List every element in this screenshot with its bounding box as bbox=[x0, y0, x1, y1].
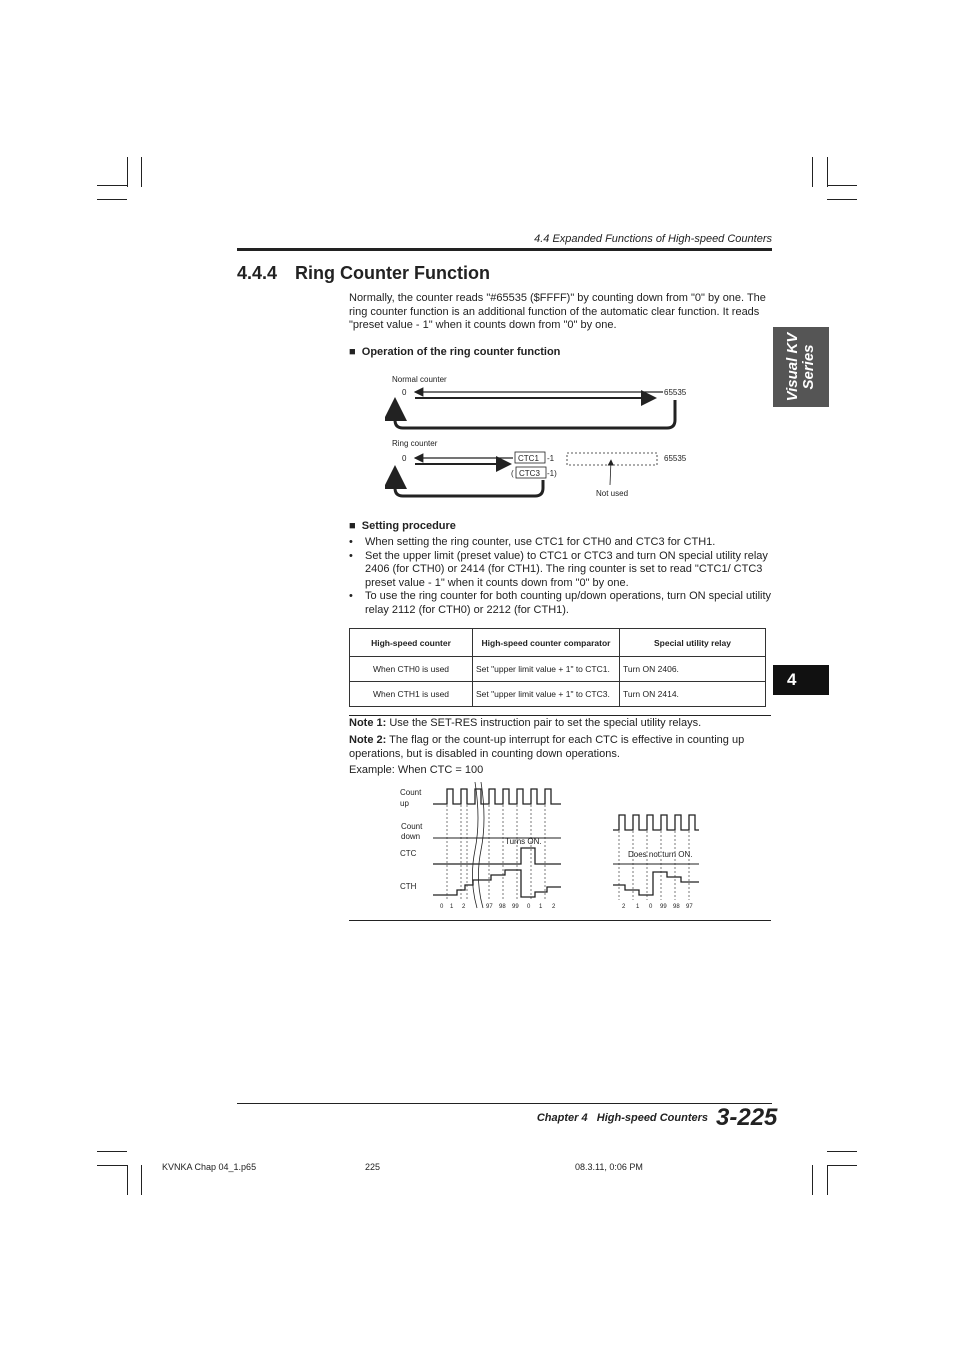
series-tab-text bbox=[773, 327, 829, 407]
tick-label: 1 bbox=[539, 904, 543, 910]
footer-timestamp: 08.3.11, 0:06 PM bbox=[575, 1162, 643, 1172]
setting-heading bbox=[349, 520, 456, 534]
list-item: • To use the ring counter for both counting up/down operations, turn ON special utility relay 2112 (for CTH0) or 2212 (for CTH1). bbox=[349, 590, 771, 617]
ring-zero-label: 0 bbox=[402, 454, 407, 463]
ctc1-label: CTC1 bbox=[518, 454, 539, 463]
tick-label: 98 bbox=[673, 904, 680, 910]
ctc3-minus-one: -1) bbox=[547, 469, 557, 478]
chapter-tab bbox=[773, 665, 829, 695]
cth-staircase bbox=[433, 870, 561, 897]
tick-label: 0 bbox=[649, 904, 653, 910]
note-2 bbox=[349, 734, 771, 761]
section-number: 4.4.4 bbox=[237, 263, 278, 283]
crop-mark bbox=[127, 1165, 128, 1195]
chapter-tab-number: 4 bbox=[787, 670, 797, 689]
intro-paragraph: Normally, the counter reads "#65535 ($FFFF)" by counting down from "0" by one. The ring counter function is an additional function of the automatic clear function. It reads "preset value - 1" when it counts down from "0" by one. bbox=[349, 292, 766, 332]
tick-label: 2 bbox=[462, 904, 466, 910]
table-cell: Turn ON 2414. bbox=[620, 682, 766, 707]
ctc-signal bbox=[433, 848, 561, 864]
note-2-label: Note 2: bbox=[349, 734, 387, 746]
normal-zero-label: 0 bbox=[402, 388, 407, 397]
relay-table bbox=[349, 628, 766, 707]
tick-label: 2 bbox=[552, 904, 556, 910]
section-title: Ring Counter Function bbox=[295, 263, 490, 283]
tick-label: 0 bbox=[527, 904, 531, 910]
footer-file: KVNKA Chap 04_1.p65 bbox=[162, 1162, 257, 1172]
crop-mark bbox=[827, 199, 857, 200]
ring-counter-label: Ring counter bbox=[392, 439, 438, 448]
count-up-label: up bbox=[400, 799, 409, 808]
table-bottom-rule bbox=[349, 715, 771, 716]
ctc1-minus-one: -1 bbox=[547, 454, 555, 463]
cth-right-staircase bbox=[613, 872, 699, 895]
ctc3-open-paren: ( bbox=[511, 469, 514, 478]
list-item: • Set the upper limit (preset value) to CTC1 or CTC3 and turn ON special utility relay 2406 (for CTH0) or 2414 (for CTH1). The ring counter is set to read "CTC1/ CTC3 preset value - 1" when it counts down from "0" by one. bbox=[349, 550, 771, 591]
crop-mark bbox=[827, 185, 857, 186]
left-tick-labels bbox=[440, 904, 556, 910]
ctc3-label: CTC3 bbox=[519, 469, 540, 478]
footer-sheet: 225 bbox=[365, 1162, 381, 1172]
crop-mark bbox=[141, 157, 142, 187]
crop-mark bbox=[827, 1165, 857, 1166]
tick-label: 2 bbox=[622, 904, 626, 910]
ring-max-label: 65535 bbox=[664, 454, 687, 463]
timing-diagram bbox=[395, 780, 715, 915]
section-end-rule bbox=[349, 920, 771, 921]
setting-heading-text: Setting procedure bbox=[361, 520, 456, 532]
table-row bbox=[350, 682, 766, 707]
note-2-text: The flag or the count-up interrupt for each CTC is effective in counting up operations, but is disabled in counting down operations. bbox=[349, 734, 745, 760]
does-not-turn-on-label: Does not turn ON. bbox=[628, 850, 693, 859]
count-down-label: down bbox=[401, 832, 421, 841]
footer-rule bbox=[237, 1103, 772, 1104]
note-1-label: Note 1: bbox=[349, 717, 387, 729]
tick-label: 99 bbox=[512, 904, 519, 910]
operation-heading-text: Operation of the ring counter function bbox=[361, 346, 561, 358]
tick-label: 0 bbox=[440, 904, 444, 910]
normal-wrap-loop bbox=[395, 400, 675, 428]
not-used-pointer bbox=[610, 460, 611, 485]
series-side-tab bbox=[773, 327, 829, 407]
count-up-label: Count bbox=[400, 788, 422, 797]
crop-mark bbox=[97, 1165, 127, 1166]
crop-mark bbox=[127, 157, 128, 187]
crop-mark bbox=[97, 185, 127, 186]
table-header-cell: High-speed counter bbox=[350, 629, 473, 657]
tick-label: 1 bbox=[450, 904, 454, 910]
note-1 bbox=[349, 717, 771, 731]
crop-mark bbox=[97, 199, 127, 200]
page-number: 3-225 bbox=[716, 1104, 778, 1131]
tick-label: 97 bbox=[486, 904, 493, 910]
table-cell: Set "upper limit value + 1" to CTC1. bbox=[473, 657, 620, 682]
crop-mark bbox=[827, 157, 828, 187]
crop-mark bbox=[141, 1165, 142, 1195]
count-down-label: Count bbox=[401, 822, 423, 831]
count-down-pulses bbox=[613, 815, 699, 830]
note-1-text: Use the SET-RES instruction pair to set the special utility relays. bbox=[386, 717, 702, 729]
square-bullet-icon: ■ bbox=[349, 346, 356, 358]
table-cell: When CTH0 is used bbox=[350, 657, 473, 682]
footer-chapter: Chapter 4 High-speed Counters bbox=[536, 1112, 708, 1124]
normal-max-label: 65535 bbox=[664, 388, 687, 397]
table-header-row bbox=[350, 629, 766, 657]
tick-label: 99 bbox=[660, 904, 667, 910]
operation-heading bbox=[349, 346, 560, 360]
table-cell: Turn ON 2406. bbox=[620, 657, 766, 682]
turns-on-label: Turns ON. bbox=[505, 837, 542, 846]
table-header-cell: High-speed counter comparator bbox=[473, 629, 620, 657]
tick-label: 1 bbox=[636, 904, 640, 910]
ctc-label: CTC bbox=[400, 849, 417, 858]
crop-mark bbox=[827, 1151, 857, 1152]
tick-label: 98 bbox=[499, 904, 506, 910]
count-up-pulses bbox=[433, 789, 561, 804]
normal-counter-label: Normal counter bbox=[392, 375, 447, 384]
running-header: 4.4 Expanded Functions of High-speed Counters bbox=[534, 233, 772, 245]
example-line: Example: When CTC = 100 bbox=[349, 764, 484, 776]
table-cell: Set "upper limit value + 1" to CTC3. bbox=[473, 682, 620, 707]
table-row bbox=[350, 657, 766, 682]
setting-list bbox=[349, 536, 771, 618]
crop-mark bbox=[812, 1165, 813, 1195]
unused-range bbox=[567, 453, 657, 465]
tick-label: 97 bbox=[686, 904, 693, 910]
table-cell: When CTH1 is used bbox=[350, 682, 473, 707]
crop-mark bbox=[97, 1151, 127, 1152]
right-tick-labels bbox=[622, 904, 693, 910]
table-header-cell: Special utility relay bbox=[620, 629, 766, 657]
square-bullet-icon: ■ bbox=[349, 520, 356, 532]
header-rule bbox=[237, 248, 772, 251]
cth-label: CTH bbox=[400, 882, 417, 891]
crop-mark bbox=[827, 1165, 828, 1195]
list-item: • When setting the ring counter, use CTC1 for CTH0 and CTC3 for CTH1. bbox=[349, 536, 771, 550]
ring-counter-diagram bbox=[385, 370, 715, 505]
series-tab-line2: Series bbox=[800, 344, 817, 390]
crop-mark bbox=[812, 157, 813, 187]
series-tab-line1: Visual KV bbox=[784, 332, 801, 402]
not-used-label: Not used bbox=[596, 489, 629, 498]
